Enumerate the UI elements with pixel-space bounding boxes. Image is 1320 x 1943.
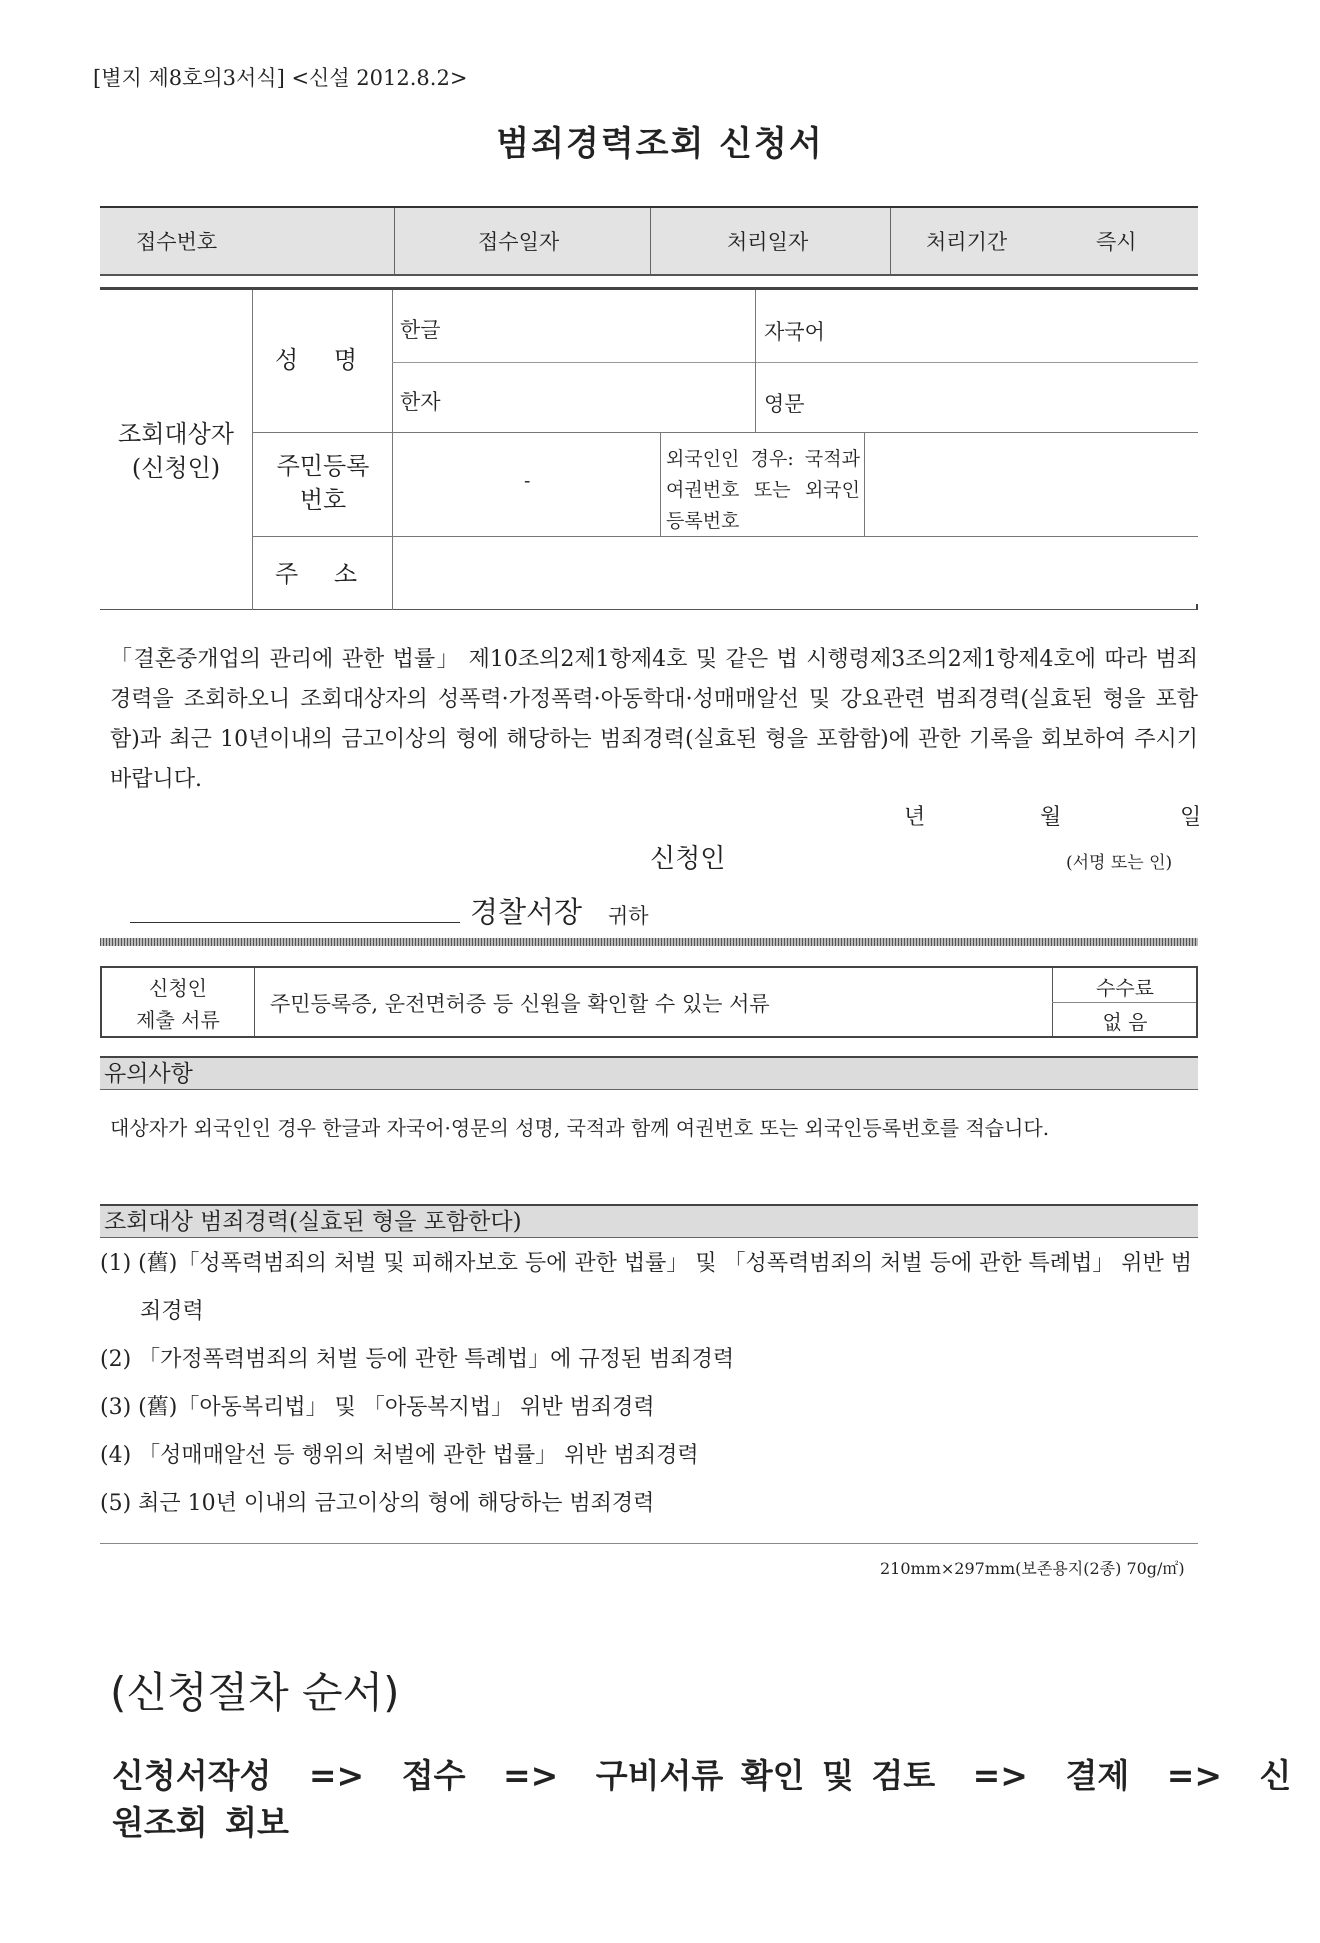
crime-item: (4) 「성매매알선 등 행위의 처벌에 관한 법률」 위반 범죄경력 xyxy=(100,1443,699,1468)
form-number: [별지 제8호의3서식] <신설 2012.8.2> xyxy=(93,66,468,90)
documents-label-2: 제출 서류 xyxy=(136,1008,220,1032)
native-language-label: 자국어 xyxy=(764,320,825,344)
step-review: 구비서류 확인 및 검토 xyxy=(595,1756,936,1795)
fee-label: 수수료 xyxy=(1096,976,1154,1000)
arrow: => xyxy=(502,1756,559,1795)
date-month: 월 xyxy=(1040,805,1062,830)
crimes-title: 조회대상 범죄경력(실효된 형을 포함한다) xyxy=(100,1204,1198,1238)
process-date-label: 처리일자 xyxy=(727,230,809,254)
crime-item: (2) 「가정폭력범죄의 처벌 등에 관한 특례법」에 규정된 범죄경력 xyxy=(100,1347,735,1372)
addressee-suffix: 귀하 xyxy=(608,904,649,928)
process-period-label: 처리기간 xyxy=(926,230,1008,254)
hanja-label: 한자 xyxy=(400,390,441,414)
process-period-value: 즉시 xyxy=(1096,230,1137,254)
rrn-label: 주민등록 번호 xyxy=(276,452,370,514)
section-divider xyxy=(100,938,1198,946)
step-reply: 신원조회 회보 xyxy=(112,1756,1292,1842)
receipt-date-label: 접수일자 xyxy=(478,230,560,254)
notice-text: 대상자가 외국인인 경우 한글과 자국어·영문의 성명, 국적과 함께 여권번호 또는 외국인등록번호를 적습니다. xyxy=(110,1116,1050,1140)
crimes-list xyxy=(100,1240,1198,1528)
english-label: 영문 xyxy=(764,392,805,416)
required-documents: 주민등록증, 운전면허증 등 신원을 확인할 수 있는 서류 xyxy=(270,992,770,1016)
intake-table xyxy=(100,206,1198,276)
procedure-steps xyxy=(112,1750,1320,1844)
address-label: 주 소 xyxy=(275,560,371,588)
applicant-table-bottom xyxy=(100,609,1198,610)
crime-item: (3) (舊)「아동복리법」 및 「아동복지법」 위반 범죄경력 xyxy=(100,1395,655,1420)
step-write: 신청서작성 xyxy=(112,1756,272,1795)
fee-value: 없 음 xyxy=(1102,1010,1148,1034)
documents-table xyxy=(100,966,1198,1038)
police-station-blank xyxy=(130,922,460,923)
foreigner-id-label: 외국인인 경우: 국적과 여권번호 또는 외국인등록번호 xyxy=(666,448,860,532)
applicant-table-top xyxy=(100,287,1198,290)
arrow: => xyxy=(308,1756,365,1795)
notice-title: 유의사항 xyxy=(100,1056,1198,1090)
rrn-dash: - xyxy=(524,470,531,492)
documents-label-1: 신청인 xyxy=(149,976,207,1000)
name-label: 성 명 xyxy=(275,346,371,374)
paper-spec: 210mm×297mm(보존용지(2종) 70g/㎡) xyxy=(880,1559,1185,1578)
date-day: 일 xyxy=(1180,805,1202,830)
signature-hint: (서명 또는 인) xyxy=(1066,853,1173,873)
arrow: => xyxy=(1166,1756,1223,1795)
step-approval: 결제 xyxy=(1065,1756,1130,1795)
step-receipt: 접수 xyxy=(401,1756,466,1795)
document-title: 범죄경력조회 신청서 xyxy=(496,124,824,164)
crime-item: (1) (舊)「성폭력범죄의 처벌 및 피해자보호 등에 관한 법률」 및 「성폭력범죄의 처벌 등에 관한 특례법」 위반 범죄경력 xyxy=(100,1251,1193,1324)
date-year: 년 xyxy=(904,805,926,830)
request-statement: 「결혼중개업의 관리에 관한 법률」 제10조의2제1항제4호 및 같은 법 시행령제3조의2제1항제4호에 따라 범죄경력을 조회하오니 조회대상자의 성폭력·가정폭력·아동학대·성매매알선 및 강요관련 범죄경력(실효된 형을 포함함)과 최근 10년이내의 금고이상의 형에 해당하는 범죄경력(실효된 형을 포함함)에 관한 기록을 회보하여 주시기 바랍니다. xyxy=(110,647,1198,792)
hangul-label: 한글 xyxy=(400,318,441,342)
receipt-number-label: 접수번호 xyxy=(136,230,218,254)
arrow: => xyxy=(972,1756,1028,1795)
footer-line xyxy=(100,1543,1198,1544)
applicant-section-label: 조회대상자 (신청인) xyxy=(118,420,234,482)
addressee-title: 경찰서장 xyxy=(470,895,583,929)
crime-item: (5) 최근 10년 이내의 금고이상의 형에 해당하는 범죄경력 xyxy=(100,1491,655,1516)
applicant-signature-label: 신청인 xyxy=(650,844,726,874)
procedure-title: (신청절차 순서) xyxy=(110,1668,400,1717)
